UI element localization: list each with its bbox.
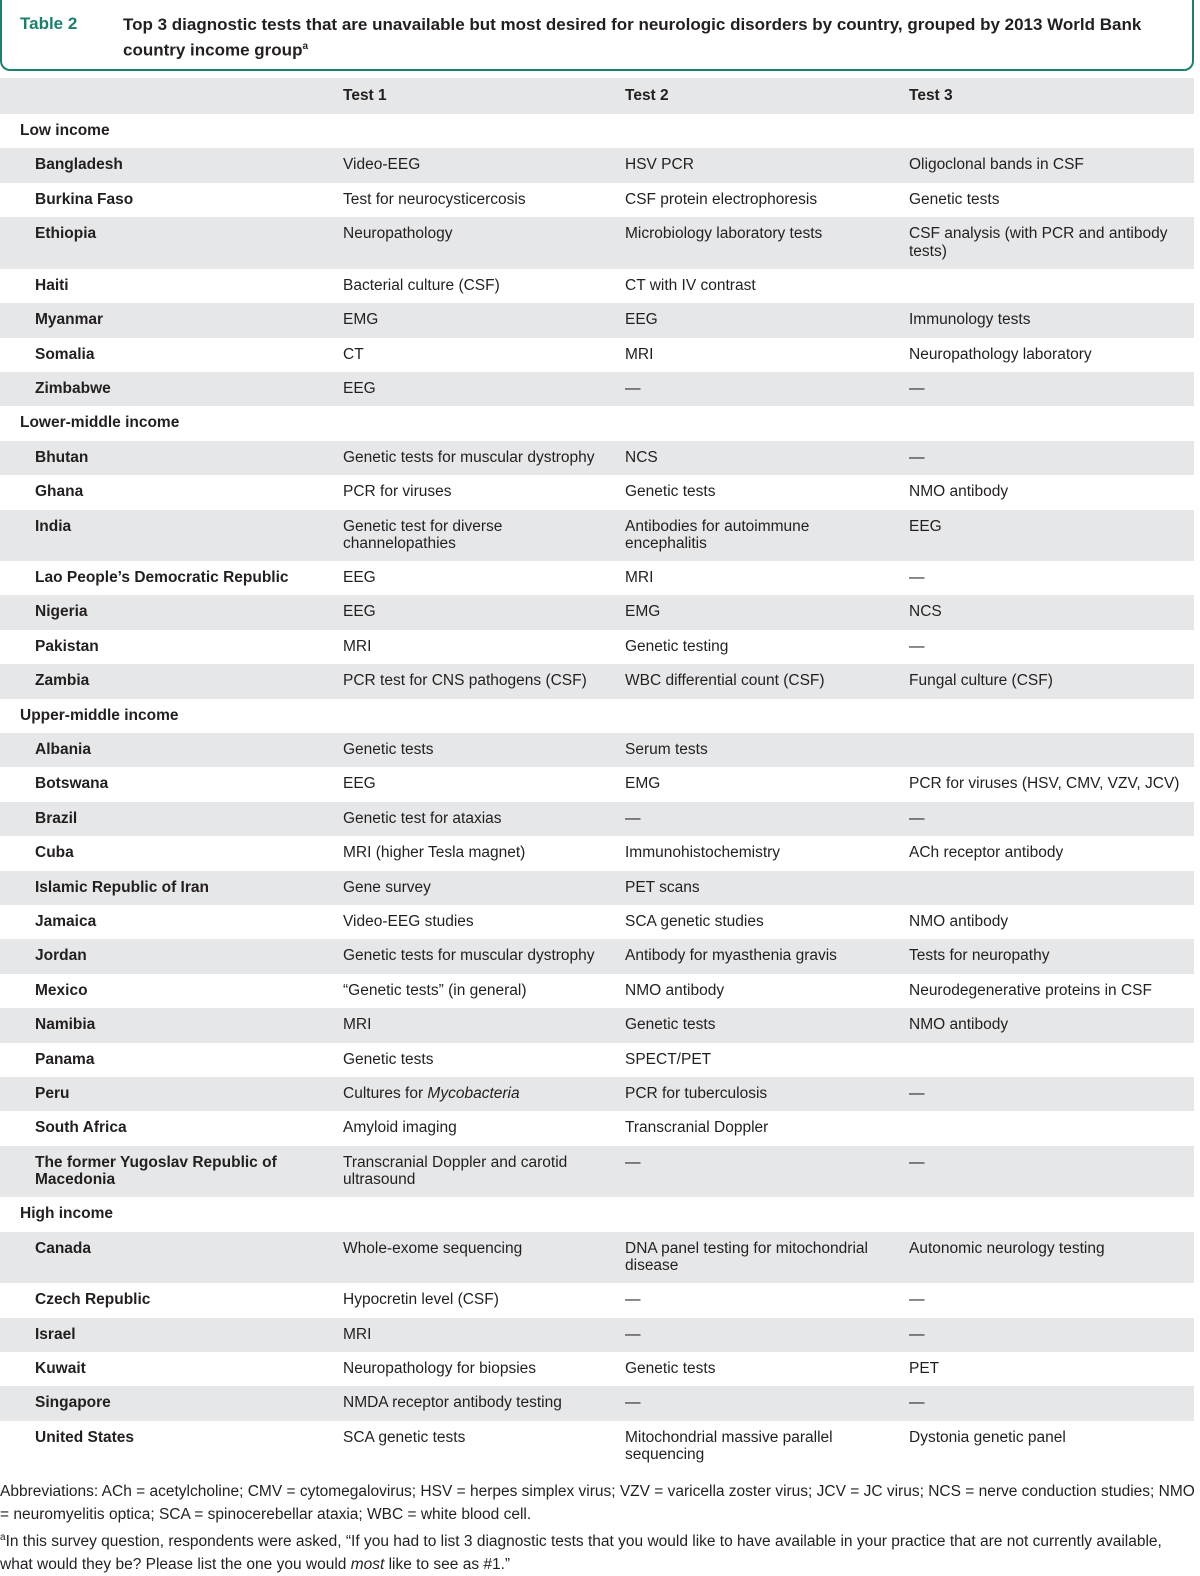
- test-2-cell: Serum tests: [625, 741, 708, 759]
- footnote-marker: a: [0, 1532, 6, 1543]
- diagnostic-tests-table: [0, 78, 1194, 1472]
- country-cell: Botswana: [35, 775, 109, 793]
- test-3-cell: Fungal culture (CSF): [909, 672, 1053, 690]
- table-row: [0, 269, 1194, 303]
- table-row: [0, 1283, 1194, 1317]
- country-cell: Canada: [35, 1239, 91, 1257]
- test-2-cell: Genetic tests: [625, 1016, 716, 1034]
- test-1-cell: Video-EEG: [343, 156, 421, 174]
- test-1-cell: Genetic tests for muscular dystrophy: [343, 448, 595, 466]
- test-2-cell: —: [625, 1291, 641, 1309]
- test-3-cell: Tests for neuropathy: [909, 947, 1050, 965]
- test-3-cell: NMO antibody: [909, 913, 1009, 930]
- group-label: Upper-middle income: [20, 706, 179, 724]
- test-1-cell: Amyloid imaging: [343, 1119, 457, 1137]
- table-notes: [0, 1480, 1196, 1576]
- test-3-cell: NCS: [909, 603, 942, 621]
- table-row: [0, 303, 1194, 337]
- test-3-cell: Immunology tests: [909, 311, 1031, 329]
- table-row: [0, 1352, 1194, 1386]
- country-cell: Haiti: [35, 276, 69, 294]
- table-label: Table 2: [20, 14, 78, 33]
- test-3-cell: Dystonia genetic panel: [909, 1428, 1066, 1446]
- test-3-cell: Neuropathology laboratory: [909, 345, 1092, 363]
- test-1-cell: Transcranial Doppler and carotid ultrasound: [343, 1153, 568, 1189]
- header-test-1: Test 1: [343, 87, 387, 104]
- test-1-cell: Cultures for Mycobacteria: [343, 1084, 520, 1102]
- test-3-cell: —: [909, 1394, 925, 1412]
- country-cell: South Africa: [35, 1119, 127, 1137]
- country-cell: Mexico: [35, 981, 88, 999]
- table-row: [0, 664, 1194, 698]
- test-2-cell: EMG: [625, 603, 661, 621]
- country-cell: Singapore: [35, 1394, 111, 1412]
- country-cell: Albania: [35, 741, 91, 759]
- table-row: [0, 871, 1194, 905]
- test-1-cell: PCR test for CNS pathogens (CSF): [343, 672, 587, 690]
- table-row: [0, 1318, 1194, 1352]
- table-row: [0, 441, 1194, 475]
- test-3-cell: —: [909, 1325, 925, 1343]
- table-row: [0, 475, 1194, 509]
- country-cell: Islamic Republic of Iran: [35, 878, 209, 896]
- test-1-cell: MRI (higher Tesla magnet): [343, 844, 526, 862]
- test-2-cell: HSV PCR: [625, 156, 694, 174]
- test-3-cell: Genetic tests: [909, 190, 1000, 208]
- country-cell: United States: [35, 1428, 135, 1446]
- test-2-cell: SPECT/PET: [625, 1050, 712, 1068]
- country-cell: Burkina Faso: [35, 190, 134, 208]
- test-2-cell: —: [625, 1153, 641, 1171]
- test-2-cell: PCR for tuberculosis: [625, 1084, 768, 1102]
- table-row: [0, 183, 1194, 217]
- footnote-marker: a: [302, 41, 309, 52]
- country-cell: Israel: [35, 1325, 76, 1343]
- table-row: [0, 733, 1194, 767]
- table-row: [0, 217, 1194, 269]
- table-header-row: [0, 78, 1194, 114]
- test-2-cell: PET scans: [625, 878, 700, 896]
- test-1-cell: PCR for viruses: [343, 483, 452, 501]
- table-row: [0, 1232, 1194, 1284]
- test-1-cell: MRI: [343, 1016, 372, 1034]
- test-1-cell: EEG: [343, 379, 376, 397]
- test-1-cell: Genetic tests for muscular dystrophy: [343, 947, 595, 965]
- country-cell: Cuba: [35, 844, 74, 862]
- test-2-cell: EEG: [625, 311, 658, 329]
- table-row: [0, 510, 1194, 562]
- table-caption: [0, 0, 1194, 71]
- test-2-cell: Genetic testing: [625, 637, 729, 655]
- table-row: [0, 939, 1194, 973]
- test-2-cell: NCS: [625, 448, 658, 466]
- country-cell: Bhutan: [35, 448, 89, 466]
- test-3-cell: —: [909, 809, 925, 827]
- group-label: High income: [20, 1205, 114, 1223]
- test-1-cell: Video-EEG studies: [343, 913, 474, 930]
- country-cell: Somalia: [35, 345, 95, 363]
- table-row: [0, 905, 1194, 939]
- group-row: [0, 406, 1194, 440]
- test-2-cell: NMO antibody: [625, 981, 725, 999]
- test-1-cell: CT: [343, 345, 364, 363]
- test-1-cell: NMDA receptor antibody testing: [343, 1394, 562, 1412]
- country-cell: Myanmar: [35, 311, 104, 329]
- test-2-cell: Mitochondrial massive parallel sequencing: [625, 1428, 833, 1464]
- test-1-cell: Neuropathology: [343, 225, 453, 243]
- test-3-cell: NMO antibody: [909, 483, 1009, 501]
- country-cell: Ghana: [35, 483, 84, 501]
- country-cell: Panama: [35, 1050, 95, 1068]
- test-3-cell: EEG: [909, 517, 942, 535]
- country-cell: Nigeria: [35, 603, 88, 621]
- test-3-cell: —: [909, 1084, 925, 1102]
- test-1-cell: Genetic test for diverse channelopathies: [343, 517, 503, 552]
- country-cell: Zimbabwe: [35, 379, 111, 397]
- test-2-cell: Antibodies for autoimmune encephalitis: [625, 517, 810, 552]
- table-row: [0, 148, 1194, 182]
- test-2-cell: Transcranial Doppler: [625, 1119, 769, 1137]
- table-row: [0, 561, 1194, 595]
- group-label: Lower-middle income: [20, 414, 180, 432]
- test-2-cell: —: [625, 1394, 641, 1412]
- table-row: [0, 630, 1194, 664]
- test-2-cell: Genetic tests: [625, 1360, 716, 1378]
- test-2-cell: CT with IV contrast: [625, 276, 756, 294]
- test-2-cell: Microbiology laboratory tests: [625, 225, 823, 243]
- table-row: [0, 1146, 1194, 1198]
- test-2-cell: CSF protein electrophoresis: [625, 190, 818, 208]
- test-2-cell: —: [625, 1325, 641, 1343]
- table-title: [123, 14, 1173, 62]
- group-row: [0, 114, 1194, 148]
- test-3-cell: PCR for viruses (HSV, CMV, VZV, JCV): [909, 775, 1180, 793]
- test-3-cell: —: [909, 637, 925, 655]
- test-2-cell: MRI: [625, 569, 654, 587]
- header-test-3: Test 3: [909, 87, 953, 104]
- country-cell: Bangladesh: [35, 156, 123, 174]
- table-row: [0, 338, 1194, 372]
- test-3-cell: —: [909, 569, 925, 587]
- country-cell: Ethiopia: [35, 225, 97, 243]
- country-cell: Namibia: [35, 1016, 96, 1034]
- test-3-cell: —: [909, 379, 925, 397]
- table-row: [0, 372, 1194, 406]
- test-2-cell: SCA genetic studies: [625, 913, 764, 930]
- test-1-cell: Genetic test for ataxias: [343, 809, 502, 827]
- test-1-cell: Whole-exome sequencing: [343, 1239, 523, 1257]
- table-row: [0, 595, 1194, 629]
- test-1-cell: Neuropathology for biopsies: [343, 1360, 537, 1378]
- country-cell: Brazil: [35, 809, 78, 827]
- country-cell: Czech Republic: [35, 1291, 151, 1309]
- table-row: [0, 1421, 1194, 1473]
- test-1-cell: MRI: [343, 1325, 372, 1343]
- test-1-cell: EEG: [343, 775, 376, 793]
- test-1-cell: Bacterial culture (CSF): [343, 276, 500, 294]
- test-2-cell: EMG: [625, 775, 661, 793]
- country-cell: The former Yugoslav Republic of Macedonia: [35, 1153, 277, 1189]
- test-3-cell: Oligoclonal bands in CSF: [909, 156, 1084, 174]
- test-1-cell: EEG: [343, 603, 376, 621]
- table-row: [0, 1043, 1194, 1077]
- table-row: [0, 1386, 1194, 1420]
- test-1-cell: Genetic tests: [343, 741, 434, 759]
- test-2-cell: —: [625, 809, 641, 827]
- group-label: Low income: [20, 122, 110, 139]
- test-3-cell: CSF analysis (with PCR and antibody tests): [909, 225, 1168, 260]
- test-1-cell: EEG: [343, 569, 376, 587]
- test-1-cell: SCA genetic tests: [343, 1428, 466, 1446]
- test-1-cell: Test for neurocysticercosis: [343, 190, 526, 208]
- test-3-cell: —: [909, 1291, 925, 1309]
- test-2-cell: MRI: [625, 345, 654, 363]
- country-cell: Jordan: [35, 947, 87, 965]
- table-row: [0, 1077, 1194, 1111]
- table-row: [0, 974, 1194, 1008]
- country-cell: Pakistan: [35, 637, 99, 655]
- country-cell: Jamaica: [35, 913, 97, 930]
- test-3-cell: —: [909, 448, 925, 466]
- test-1-cell: Gene survey: [343, 878, 431, 896]
- country-cell: Kuwait: [35, 1360, 86, 1378]
- country-cell: Peru: [35, 1084, 70, 1102]
- header-test-2: Test 2: [625, 87, 669, 104]
- table-row: [0, 1008, 1194, 1042]
- table-row: [0, 802, 1194, 836]
- test-2-cell: —: [625, 379, 641, 397]
- test-3-cell: —: [909, 1153, 925, 1171]
- table-title-text: Top 3 diagnostic tests that are unavailable but most desired for neurologic disorders by country, grouped by 2013 World Bank country income group: [123, 15, 1142, 60]
- table-row: [0, 1111, 1194, 1145]
- test-2-cell: DNA panel testing for mitochondrial disease: [625, 1239, 868, 1275]
- test-1-cell: EMG: [343, 311, 379, 329]
- test-3-cell: NMO antibody: [909, 1016, 1009, 1034]
- test-3-cell: PET: [909, 1360, 940, 1378]
- table-row: [0, 836, 1194, 870]
- abbreviations: Abbreviations: ACh = acetylcholine; CMV = cytomegalovirus; HSV = herpes simplex virus; VZV = varicella zoster virus; JCV = JC virus; NCS = nerve conduction studies; NMO = neuromyelitis optica; SCA = spinocerebellar ataxia; WBC = white blood cell.: [0, 1483, 1195, 1523]
- test-1-cell: Genetic tests: [343, 1050, 434, 1068]
- table-row: [0, 767, 1194, 801]
- footnote: [0, 1526, 1196, 1576]
- test-2-cell: Genetic tests: [625, 483, 716, 501]
- test-2-cell: Immunohistochemistry: [625, 844, 781, 862]
- test-3-cell: ACh receptor antibody: [909, 844, 1064, 862]
- country-cell: Zambia: [35, 672, 90, 690]
- test-1-cell: MRI: [343, 637, 372, 655]
- test-1-cell: “Genetic tests” (in general): [343, 981, 527, 999]
- test-2-cell: Antibody for myasthenia gravis: [625, 947, 837, 965]
- country-cell: Lao People’s Democratic Republic: [35, 569, 289, 587]
- test-2-cell: WBC differential count (CSF): [625, 672, 825, 690]
- test-1-cell: Hypocretin level (CSF): [343, 1291, 499, 1309]
- test-3-cell: Autonomic neurology testing: [909, 1239, 1105, 1257]
- footnote-text: In this survey question, respondents were asked, “If you had to list 3 diagnostic tests that you would like to have available in your practice that are not currently available, what would they be? Please list the one you would most like to see as #1.”: [0, 1533, 1162, 1574]
- group-row: [0, 1197, 1194, 1231]
- test-3-cell: Neurodegenerative proteins in CSF: [909, 981, 1152, 999]
- country-cell: India: [35, 517, 72, 535]
- group-row: [0, 699, 1194, 733]
